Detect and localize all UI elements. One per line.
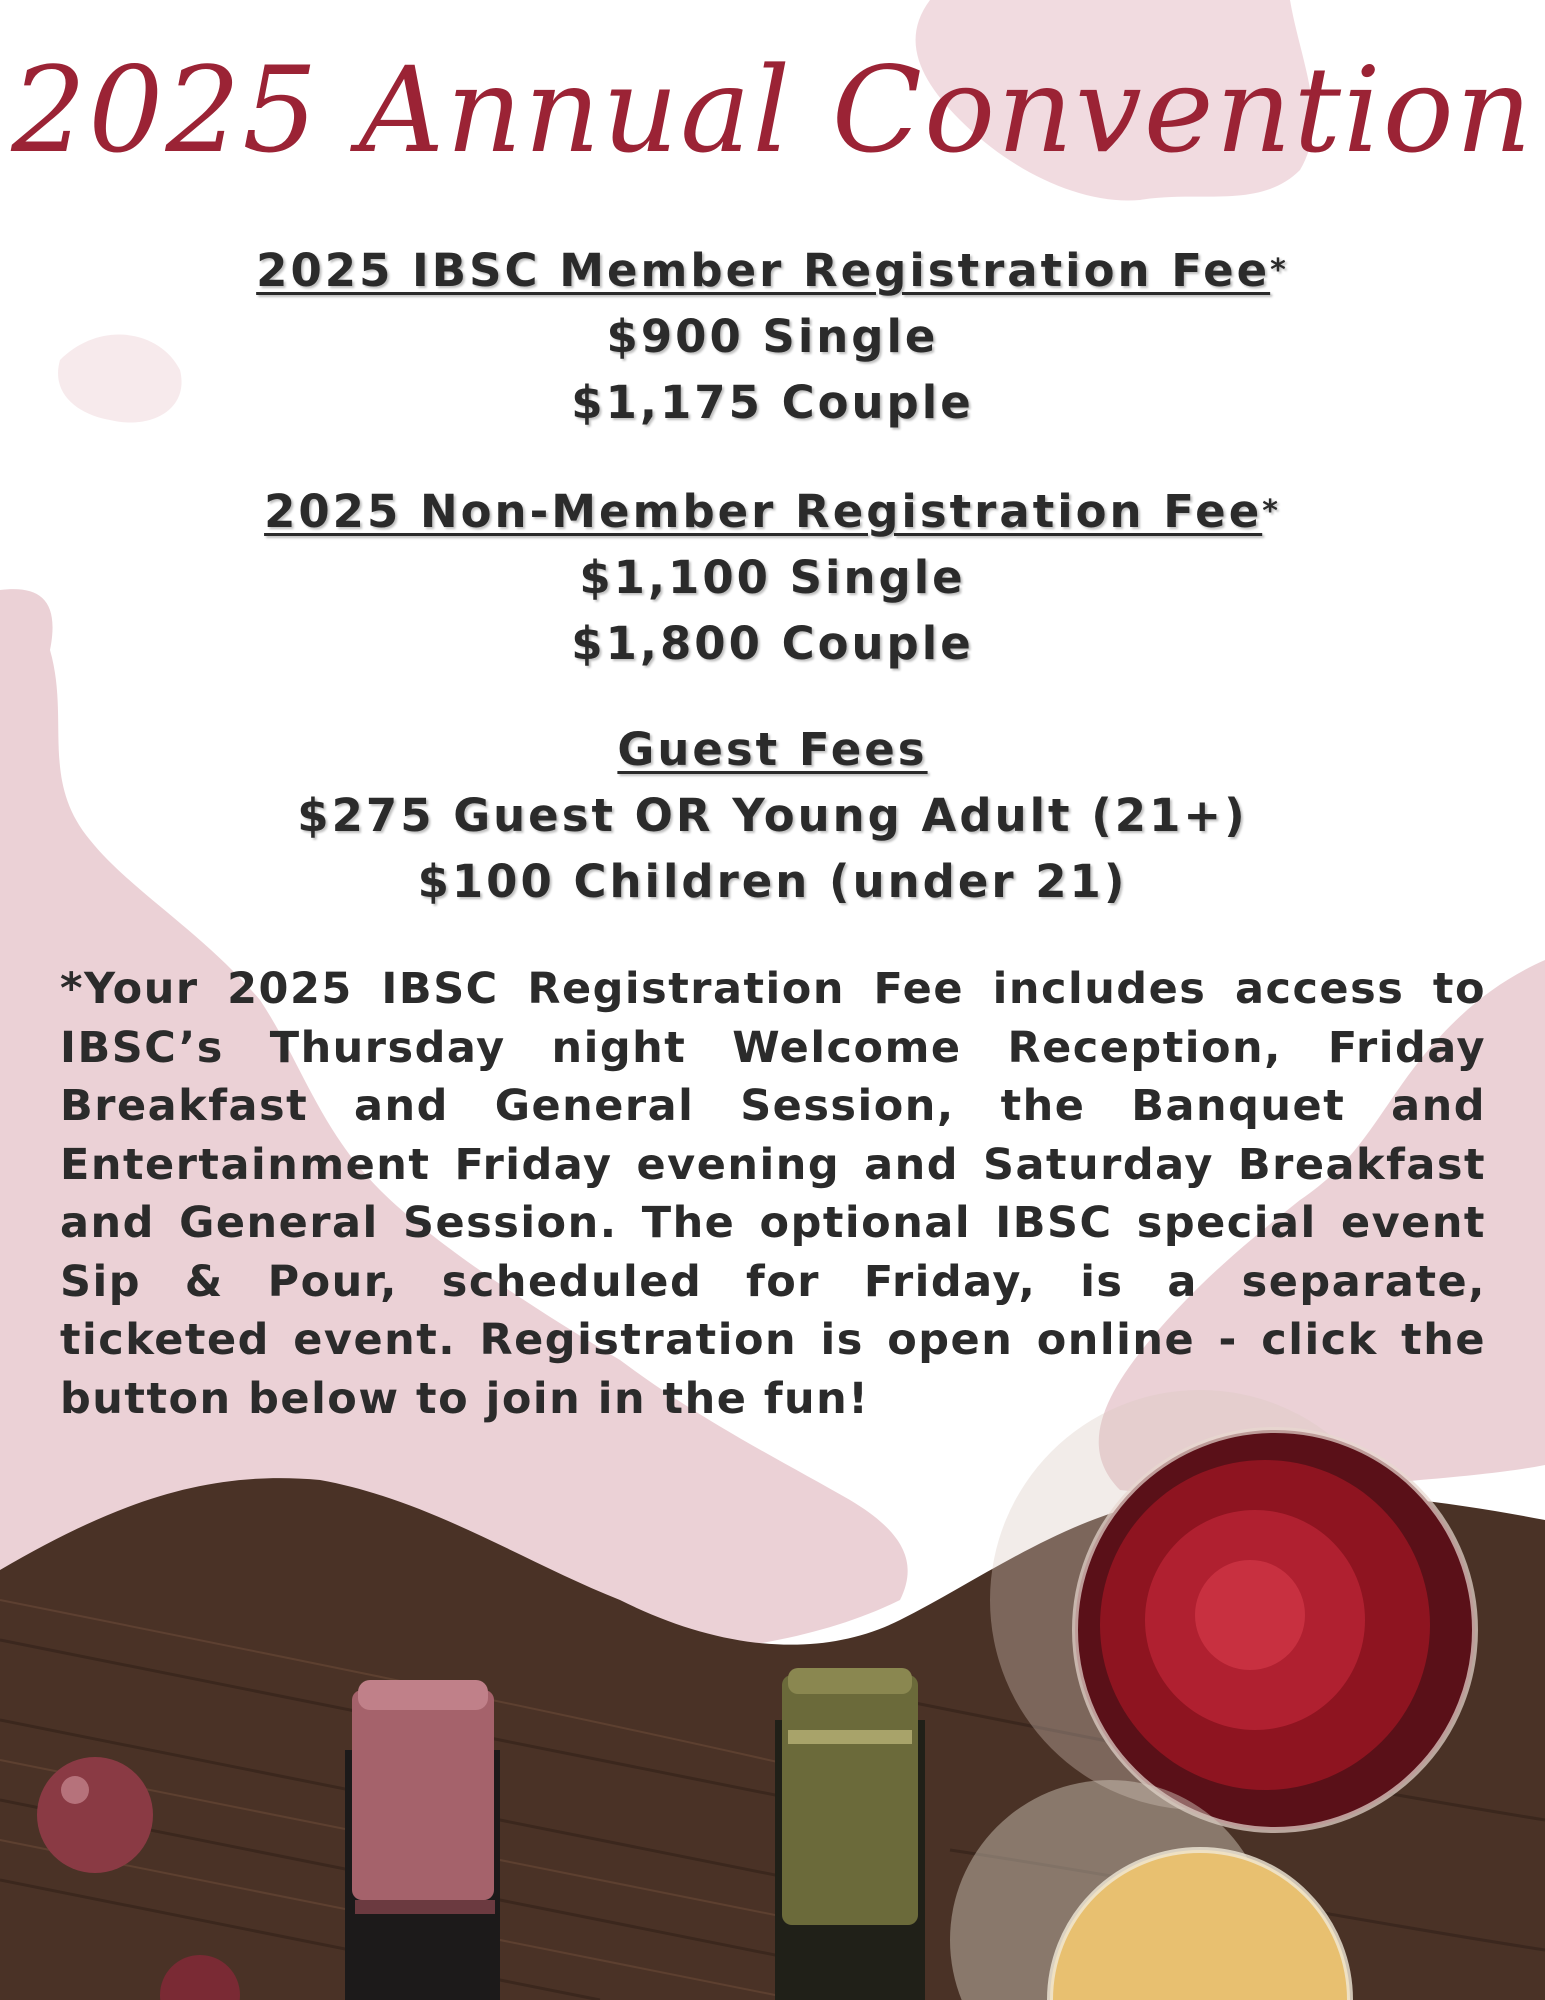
member-fee-asterisk: * — [1270, 253, 1289, 288]
non-member-fee-asterisk: * — [1262, 494, 1281, 529]
member-fee-heading: 2025 IBSC Member Registration Fee — [256, 244, 1271, 297]
member-single-fee: $900 Single — [606, 310, 939, 363]
non-member-fee-block — [0, 479, 1545, 677]
wine-bottle-left — [345, 1680, 500, 2000]
grape — [37, 1757, 153, 1873]
guest-children-fee: $100 Children (under 21) — [417, 855, 1128, 908]
page-title: 2025 Annual Convention — [11, 41, 1534, 179]
member-fee-block — [0, 238, 1545, 436]
non-member-fee-heading: 2025 Non-Member Registration Fee — [264, 485, 1263, 538]
guest-fee-block — [0, 717, 1545, 915]
grape-highlight — [61, 1776, 89, 1804]
non-member-couple-fee: $1,800 Couple — [571, 617, 974, 670]
guest-adult-fee: $275 Guest OR Young Adult (21+) — [297, 789, 1248, 842]
non-member-single-fee: $1,100 Single — [579, 551, 966, 604]
guest-fee-heading: Guest Fees — [617, 723, 928, 776]
registration-footnote: *Your 2025 IBSC Registration Fee includes access to IBSC’s Thursday night Welcome Reception, Friday Breakfast and General Session, the Banquet and Entertainment Friday evening and Saturday Breakfast and General Session. The optional IBSC special event Sip & Pour, scheduled for Friday, is a separate, ticketed event. Registration is open online - click the button below to join in the fun! — [60, 964, 1486, 1424]
member-couple-fee: $1,175 Couple — [571, 376, 974, 429]
wine-bottle-right — [775, 1668, 925, 2000]
